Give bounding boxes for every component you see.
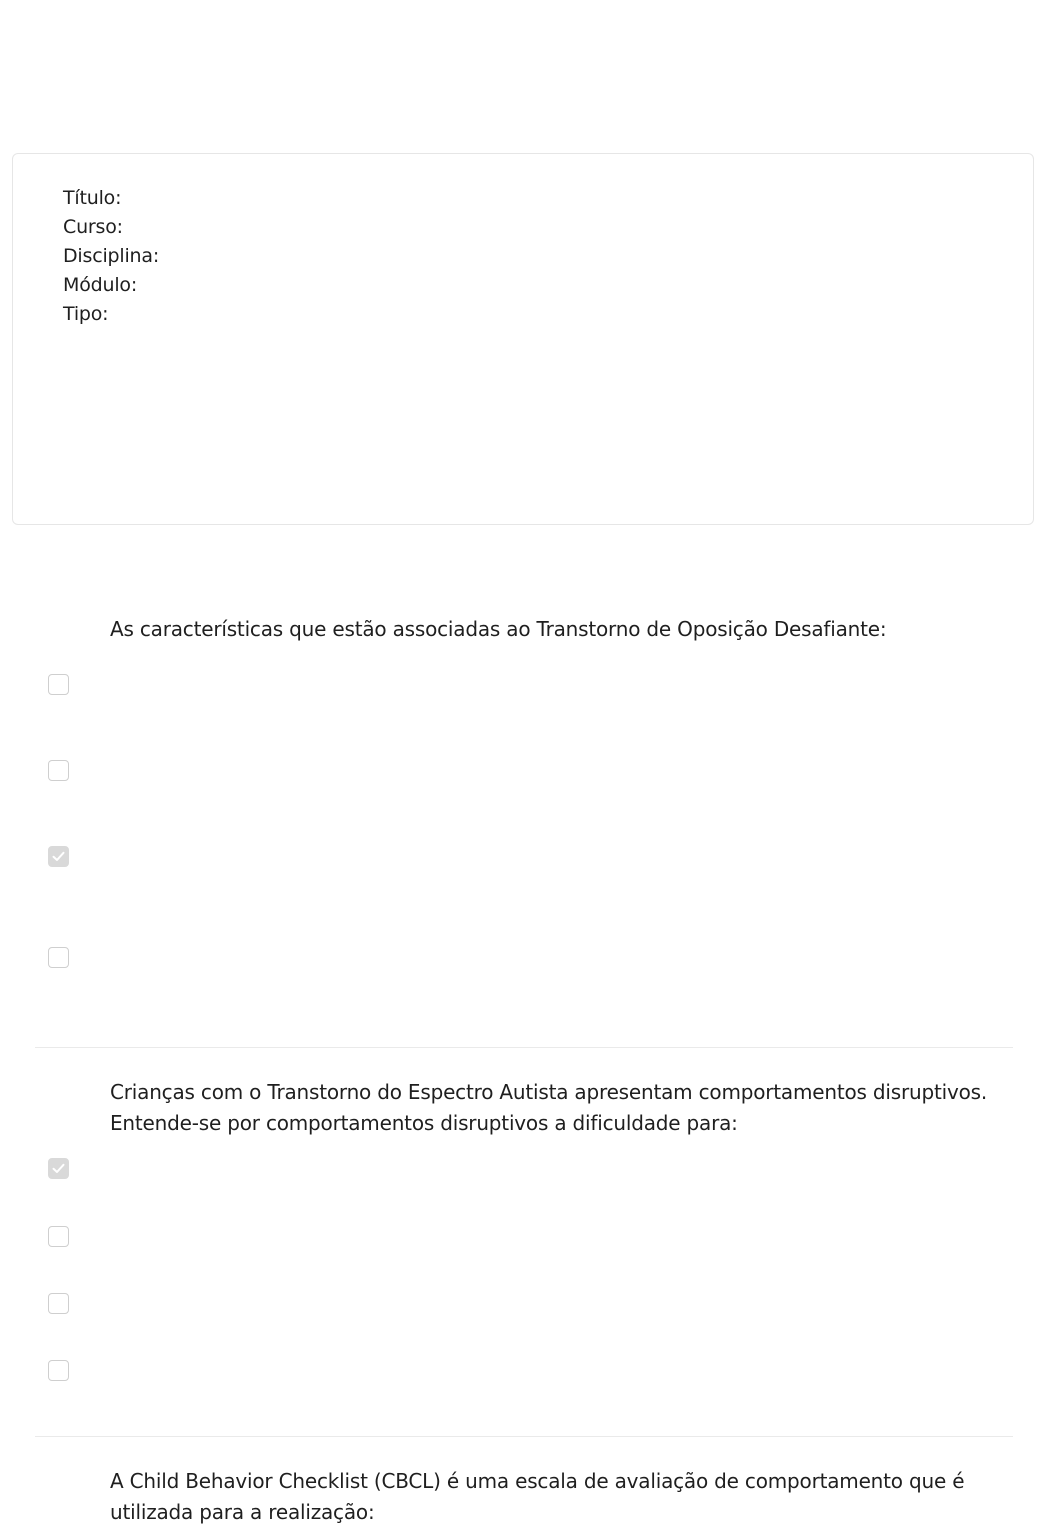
question-2-title: Crianças com o Transtorno do Espectro Autista apresentam comportamentos disruptivos. Entende-se por comportamentos disruptivos a dificuldade para:	[110, 1080, 988, 1135]
question-1-option-4-checkbox[interactable]	[48, 947, 69, 968]
info-field-list	[63, 184, 159, 329]
question-2-option-3-checkbox[interactable]	[48, 1293, 69, 1314]
question-1-option-1-checkbox[interactable]	[48, 674, 69, 695]
info-field-discipline: Disciplina:	[63, 245, 160, 267]
question-divider	[35, 1436, 1013, 1437]
question-3-title: A Child Behavior Checklist (CBCL) é uma escala de avaliação de comportamento que é utilizada para a realização:	[110, 1469, 965, 1524]
info-card	[12, 153, 1034, 525]
info-field-title: Título:	[63, 187, 122, 209]
question-2-option-4-checkbox[interactable]	[48, 1360, 69, 1381]
check-icon	[51, 849, 66, 864]
question-1-option-2-checkbox[interactable]	[48, 760, 69, 781]
question-2-option-1-checkbox[interactable]	[48, 1158, 69, 1179]
question-divider	[35, 1047, 1013, 1048]
info-field-course: Curso:	[63, 216, 123, 238]
info-field-module: Módulo:	[63, 274, 138, 296]
question-1-title: As características que estão associadas ao Transtorno de Oposição Desafiante:	[110, 617, 887, 641]
check-icon	[51, 1161, 66, 1176]
info-field-type: Tipo:	[63, 303, 109, 325]
question-1-option-3-checkbox[interactable]	[48, 846, 69, 867]
question-2-option-2-checkbox[interactable]	[48, 1226, 69, 1247]
